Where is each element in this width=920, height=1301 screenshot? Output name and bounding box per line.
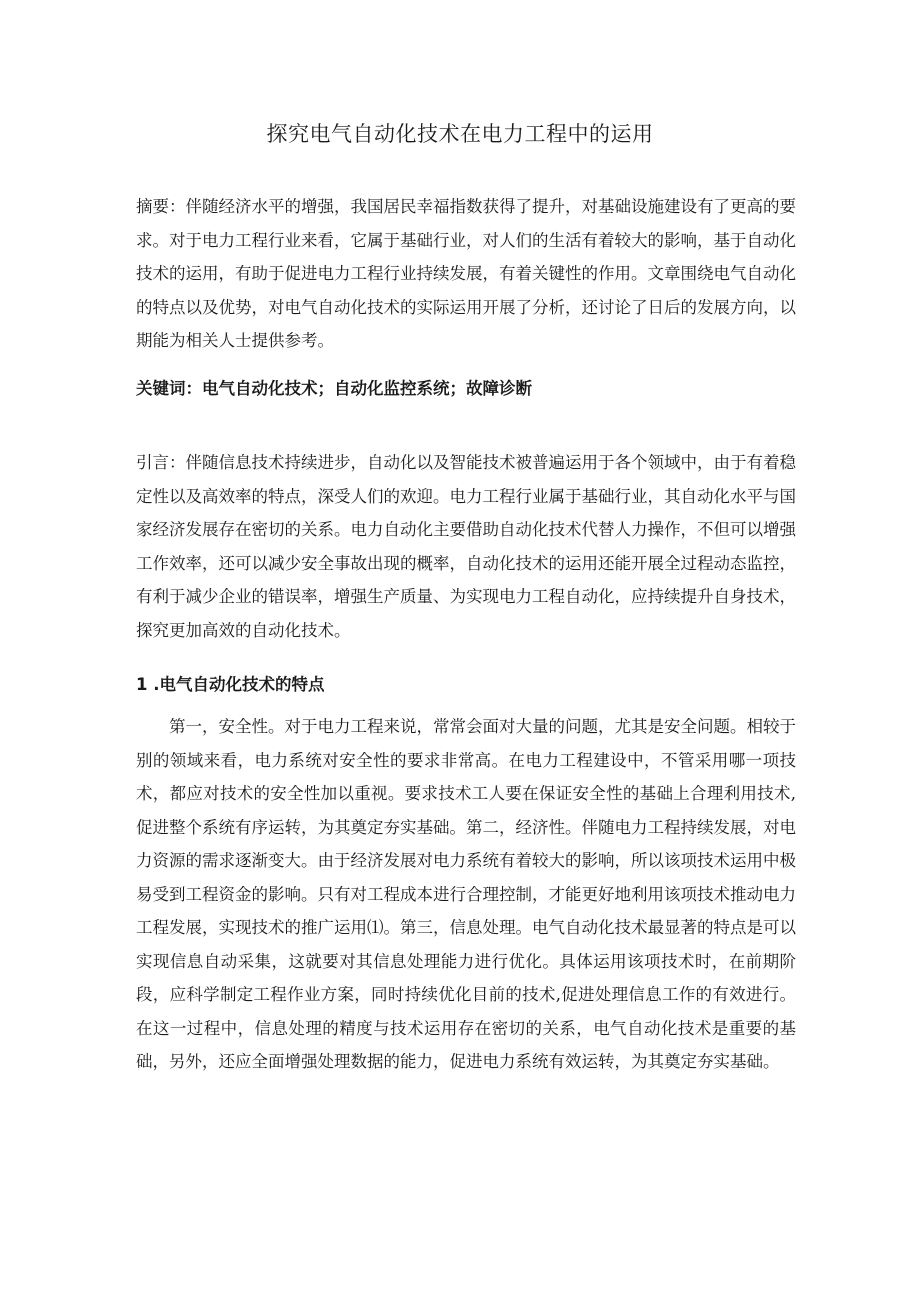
section-heading: 1 .电气自动化技术的特点: [136, 675, 325, 694]
keywords-line: 关键词：电气自动化技术；自动化监控系统；故障诊断: [136, 379, 532, 398]
section-body-paragraph: 第一，安全性。对于电力工程来说，常常会面对大量的问题，尤其是安全问题。相较于别的领域来看，电力系统对安全性的要求非常高。在电力工程建设中，不管采用哪一项技术，都应对技术的安全性加以重视。要求技术工人要在保证安全性的基础上合理利用技术,促进整个系统有序运转，为其奠定夯实基础。第二，经济性。伴随电力工程持续发展，对电力资源的需求逐渐变大。由于经济发展对电力系统有着较大的影响，所以该项技术运用中极易受到工程资金的影响。只有对工程成本进行合理控制，才能更好地利用该项技术推动电力工程发展，实现技术的推广运用⑴。第三，信息处理。电气自动化技术最显著的特点是可以实现信息自动采集，这就要对其信息处理能力进行优化。具体运用该项技术时，在前期阶段，应科学制定工程作业方案，同时持续优化目前的技术,促进处理信息工作的有效进行。在这一过程中，信息处理的精度与技术运用存在密切的关系，电气自动化技术是重要的基础，另外，还应全面增强处理数据的能力，促进电力系统有效运转，为其奠定夯实基础。: [136, 717, 796, 1071]
page-title: 探究电气自动化技术在电力工程中的运用: [266, 122, 654, 146]
abstract-paragraph: 摘要：伴随经济水平的增强，我国居民幸福指数获得了提升，对基础设施建设有了更高的要求。对于电力工程行业来看，它属于基础行业，对人们的生活有着较大的影响，基于自动化技术的运用，有助于促进电力工程行业持续发展，有着关键性的作用。文章围绕电气自动化的特点以及优势，对电气自动化技术的实际运用开展了分析，还讨论了日后的发展方向，以期能为相关人士提供参考。: [136, 197, 796, 350]
intro-paragraph: 引言：伴随信息技术持续进步，自动化以及智能技术被普遍运用于各个领域中，由于有着稳定性以及高效率的特点，深受人们的欢迎。电力工程行业属于基础行业，其自动化水平与国家经济发展存在密切的关系。电力自动化主要借助自动化技术代替人力操作，不但可以增强工作效率，还可以减少安全事故出现的概率，自动化技术的运用还能开展全过程动态监控，有利于减少企业的错误率，增强生产质量、为实现电力工程自动化，应持续提升自身技术，探究更加高效的自动化技术。: [136, 453, 796, 640]
